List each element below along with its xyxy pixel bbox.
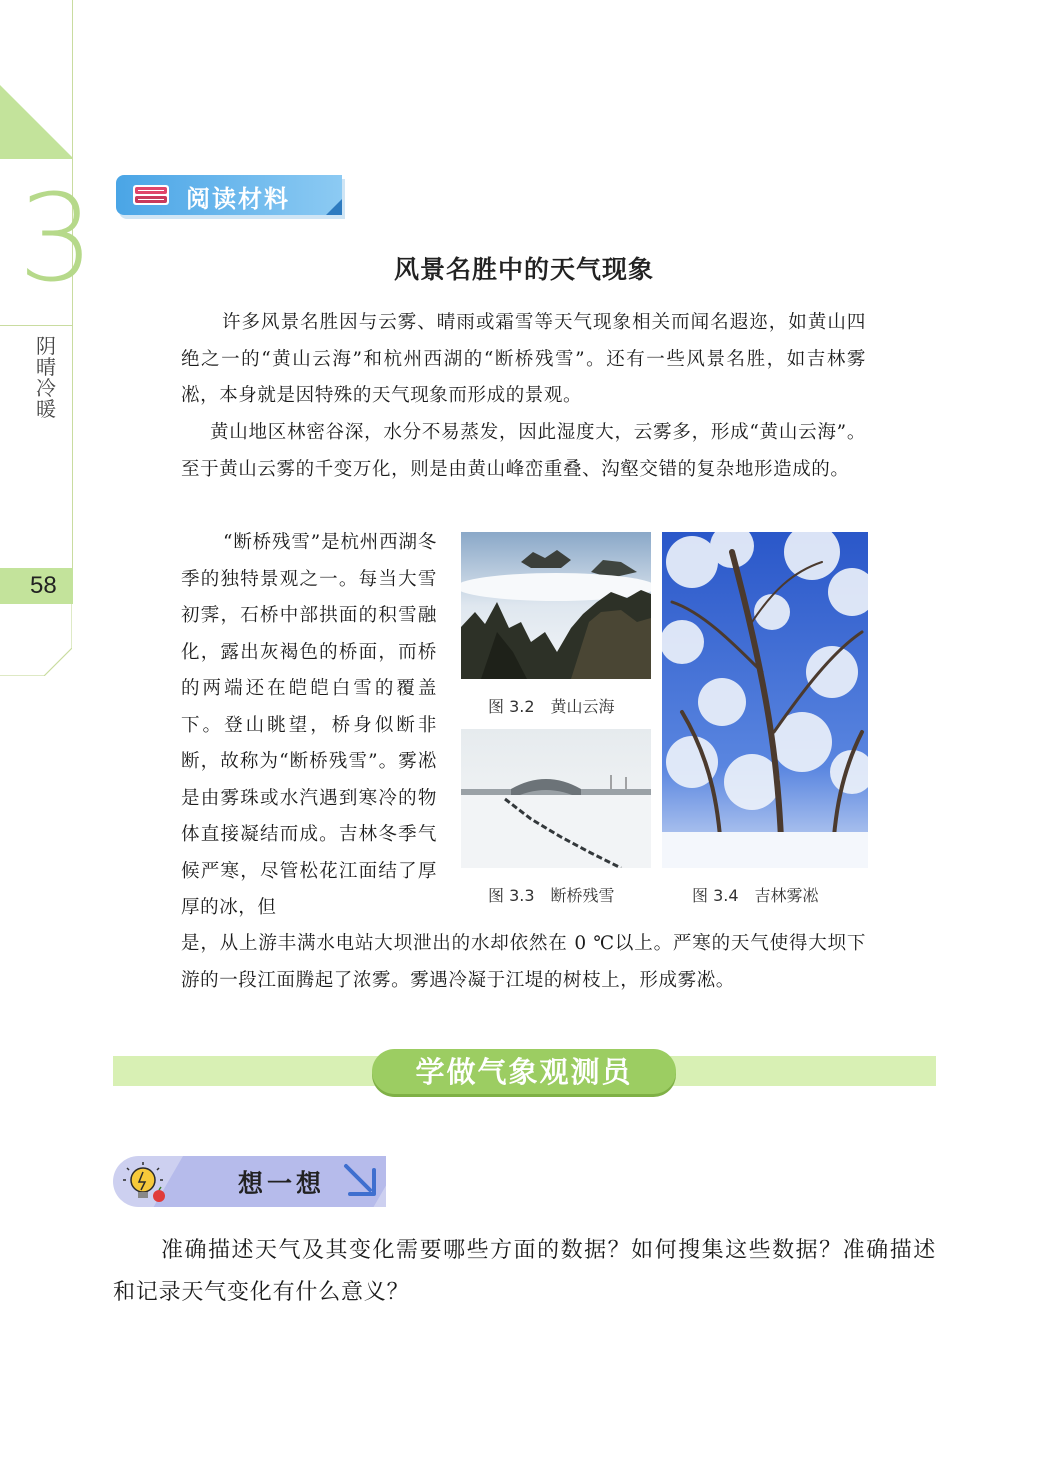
- figure-3-4-caption: 图 3.4 吉林雾凇: [692, 886, 819, 905]
- article-title: 风景名胜中的天气现象: [393, 255, 654, 284]
- chapter-title: 阴晴冷暖: [36, 334, 56, 421]
- lightbulb-icon: [119, 1160, 171, 1204]
- margin-triangle: [0, 85, 72, 157]
- reading-material-label: 阅读材料: [186, 185, 290, 213]
- paragraph-2: 黄山地区林密谷深，水分不易蒸发，因此湿度大，云雾多，形成“黄山云海”。至于黄山云雾的千变万化，则是由黄山峰峦重叠、沟壑交错的复杂地形造成的。: [181, 422, 866, 480]
- page-number: 58: [30, 572, 57, 599]
- broken-bridge-snow-photo: [461, 729, 651, 868]
- think-label: 想一想: [238, 1169, 326, 1198]
- think-question: 准确描述天气及其变化需要哪些方面的数据？如何搜集这些数据？准确描述和记录天气变化有什么意义？: [113, 1238, 936, 1305]
- huangshan-cloud-sea-photo: [461, 532, 651, 679]
- section-title: 学做气象观测员: [415, 1055, 633, 1089]
- paragraph-1: 许多风景名胜因与云雾、晴雨或霜雪等天气现象相关而闻名遐迩，如黄山四绝之一的“黄山云海”和杭州西湖的“断桥残雪”。还有一些风景名胜，如吉林雾凇，本身就是因特殊的天气现象而形成的景观。: [181, 312, 866, 406]
- figure-3-2-caption: 图 3.2 黄山云海: [488, 697, 615, 716]
- margin-triangle-base: [0, 157, 72, 159]
- book-icon: [132, 184, 170, 206]
- reading-material-tag: [116, 175, 342, 215]
- margin-corner: [0, 604, 72, 676]
- arrow-down-right-icon: [340, 1160, 380, 1200]
- paragraph-3: “断桥残雪”是杭州西湖冬季的独特景观之一。每当大雪初霁，石桥中部拱面的积雪融化，露出灰褐色的桥面，而桥的两端还在皑皑白雪的覆盖下。登山眺望，桥身似断非断，故称为“断桥残雪”。雾凇是由雾珠或水汽遇到寒冷的物体直接凝结而成。吉林冬季气候严寒，尽管松花江面结了厚厚的冰，但: [181, 532, 437, 918]
- jilin-rime-photo: [662, 532, 868, 868]
- figure-3-3-caption: 图 3.3 断桥残雪: [488, 886, 615, 905]
- chapter-divider: [0, 325, 72, 326]
- paragraph-4: 是，从上游丰满水电站大坝泄出的水却依然在 0 ℃以上。严寒的天气使得大坝下游的一段江面腾起了浓雾。雾遇冷凝于江堤的树枝上，形成雾凇。: [181, 933, 866, 991]
- chapter-number: 3: [18, 170, 95, 309]
